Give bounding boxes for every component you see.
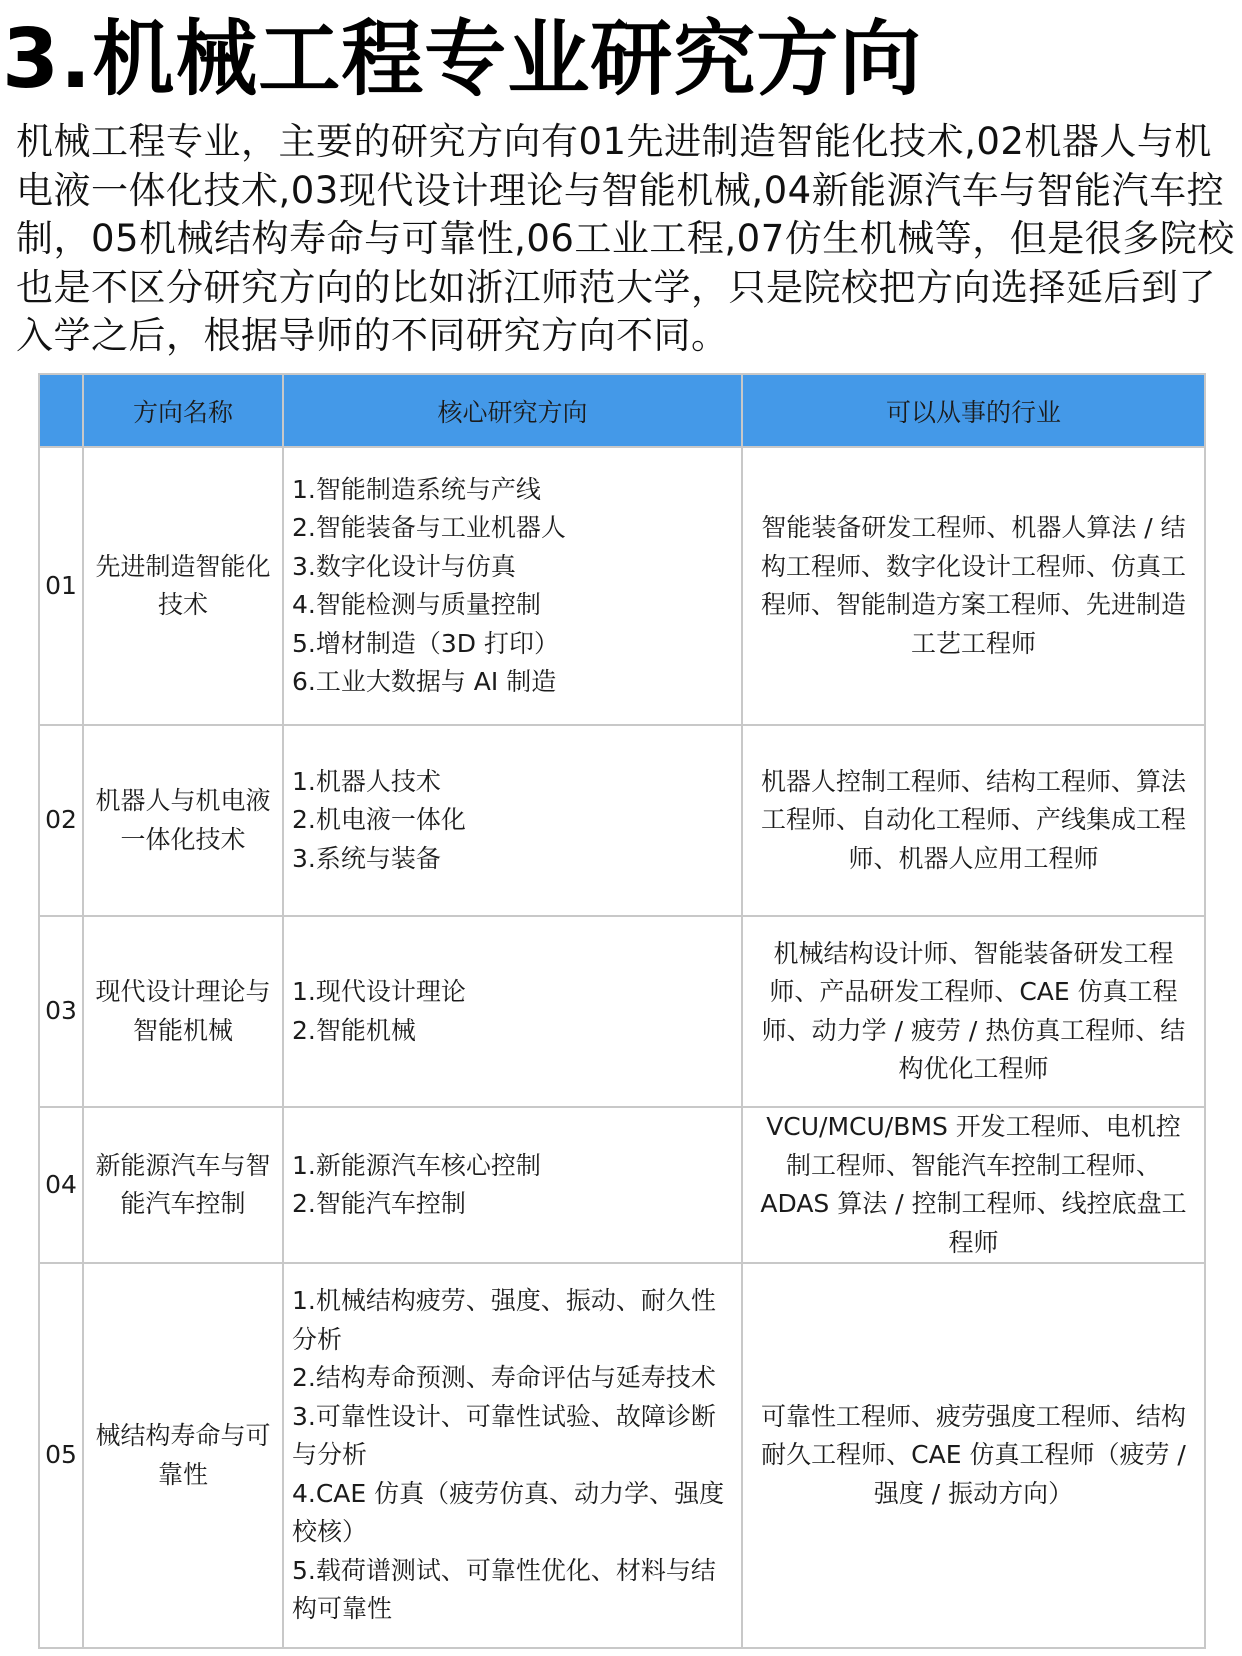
table-header-row [39, 374, 1205, 447]
core-item: 2.智能机械 [292, 1015, 416, 1045]
core-research-list [283, 725, 742, 916]
core-item: 1.机械结构疲劳、强度、振动、耐久性分析 [292, 1286, 716, 1354]
table-row [39, 1107, 1205, 1263]
direction-name: 先进制造智能化技术 [83, 447, 283, 725]
core-item: 1.机器人技术 [292, 766, 441, 796]
industry-jobs: 机械结构设计师、智能装备研发工程师、产品研发工程师、CAE 仿真工程师、动力学 / 疲劳 / 热仿真工程师、结构优化工程师 [742, 916, 1205, 1107]
core-item: 3.可靠性设计、可靠性试验、故障诊断与分析 [292, 1401, 716, 1470]
header-direction-name: 方向名称 [83, 374, 283, 447]
core-research-list [283, 447, 742, 725]
core-item: 2.智能汽车控制 [292, 1189, 466, 1218]
direction-name: 械结构寿命与可靠性 [83, 1263, 283, 1648]
direction-name: 新能源汽车与智能汽车控制 [83, 1107, 283, 1263]
industry-jobs: 智能装备研发工程师、机器人算法 / 结构工程师、数字化设计工程师、仿真工程师、智能制造方案工程师、先进制造工艺工程师 [742, 447, 1205, 725]
core-item: 5.增材制造（3D 打印） [292, 628, 559, 658]
row-number: 01 [39, 447, 83, 725]
header-number [39, 374, 83, 447]
row-number: 03 [39, 916, 83, 1107]
row-number: 02 [39, 725, 83, 916]
core-item: 6.工业大数据与 AI 制造 [292, 667, 557, 696]
core-item: 1.新能源汽车核心控制 [292, 1150, 541, 1180]
header-industry: 可以从事的行业 [742, 374, 1205, 447]
header-core-research: 核心研究方向 [283, 374, 742, 447]
core-item: 5.载荷谱测试、可靠性优化、材料与结构可靠性 [292, 1555, 716, 1624]
core-item: 2.结构寿命预测、寿命评估与延寿技术 [292, 1363, 716, 1393]
core-item: 1.现代设计理论 [292, 977, 466, 1006]
table-row [39, 725, 1205, 916]
page-title: 3.机械工程专业研究方向 [2, 12, 923, 107]
core-research-list [283, 916, 742, 1107]
core-research-list [283, 1263, 742, 1648]
intro-paragraph: 机械工程专业，主要的研究方向有01先进制造智能化技术,02机器人与机电液一体化技术,03现代设计理论与智能机械,04新能源汽车与智能汽车控制，05机械结构寿命与可靠性,06工业工程,07仿生机械等，但是很多院校也是不区分研究方向的比如浙江师范大学，只是院校把方向选择延后到了入学之后，根据导师的不同研究方向不同。 [16, 120, 1235, 357]
core-item: 2.机电液一体化 [292, 805, 466, 835]
table-row [39, 447, 1205, 725]
industry-jobs: 机器人控制工程师、结构工程师、算法工程师、自动化工程师、产线集成工程师、机器人应用工程师 [742, 725, 1205, 916]
core-item: 4.CAE 仿真（疲劳仿真、动力学、强度校核） [292, 1478, 725, 1547]
industry-jobs: 可靠性工程师、疲劳强度工程师、结构耐久工程师、CAE 仿真工程师（疲劳 / 强度 / 振动方向） [742, 1263, 1205, 1648]
industry-jobs: VCU/MCU/BMS 开发工程师、电机控制工程师、智能汽车控制工程师、ADAS 算法 / 控制工程师、线控底盘工程师 [742, 1107, 1205, 1263]
direction-name: 机器人与机电液一体化技术 [83, 725, 283, 916]
table-row [39, 1263, 1205, 1648]
core-item: 3.数字化设计与仿真 [292, 551, 516, 581]
row-number: 04 [39, 1107, 83, 1263]
row-number: 05 [39, 1263, 83, 1648]
core-item: 2.智能装备与工业机器人 [292, 513, 566, 542]
core-item: 1.智能制造系统与产线 [292, 474, 541, 504]
core-item: 3.系统与装备 [292, 843, 441, 873]
core-item: 4.智能检测与质量控制 [292, 590, 541, 619]
direction-name: 现代设计理论与智能机械 [83, 916, 283, 1107]
table-row [39, 916, 1205, 1107]
core-research-list [283, 1107, 742, 1263]
research-direction-table [38, 373, 1206, 1649]
